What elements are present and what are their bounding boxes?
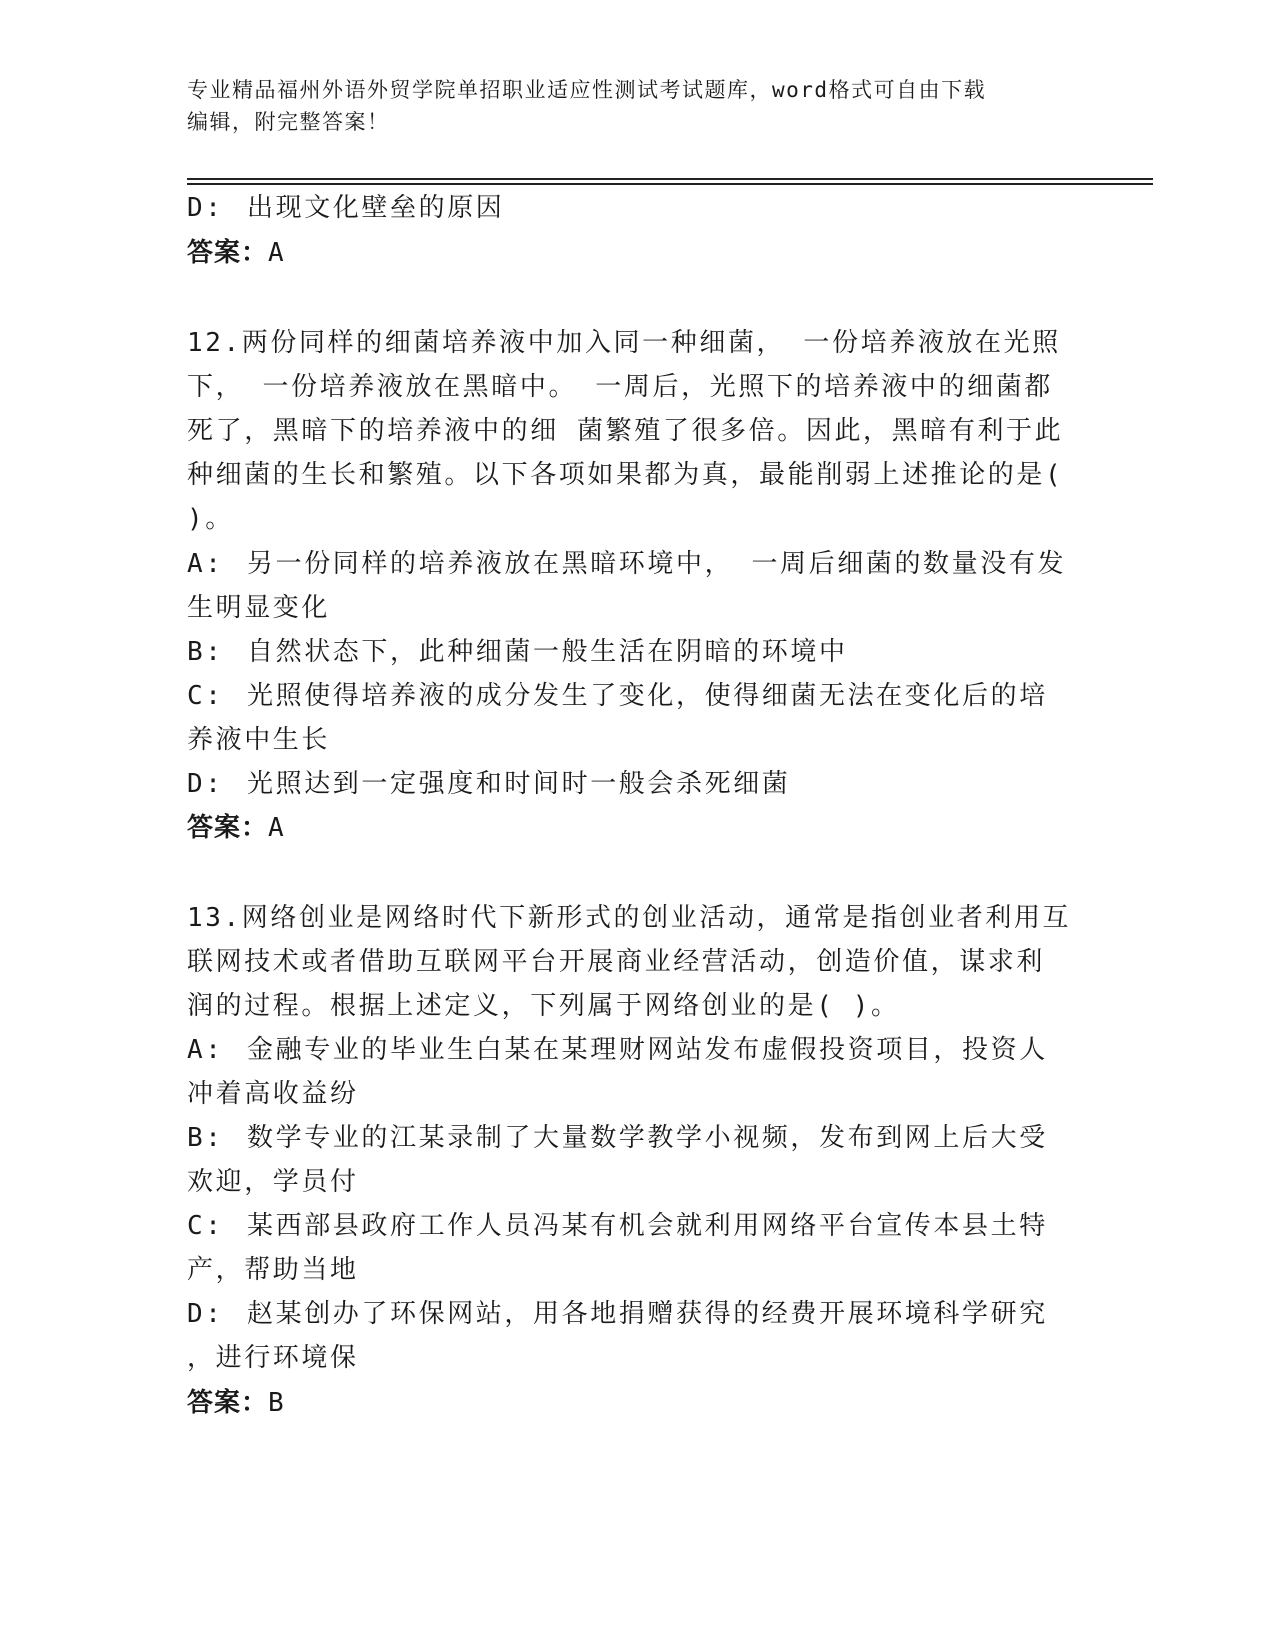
answer-label: 答案： bbox=[187, 238, 269, 268]
answer-value: B bbox=[268, 1388, 287, 1418]
q12-option-b bbox=[187, 632, 848, 672]
q12-stem-line-1: 12.两份同样的细菌培养液中加入同一种细菌， 一份培养液放在光照 bbox=[187, 328, 1061, 358]
q12-option-a-cont: 生明显变化 bbox=[187, 593, 331, 623]
q12-stem-line-4: 种细菌的生长和繁殖。以下各项如果都为真，最能削弱上述推论的是( bbox=[187, 460, 1064, 490]
option-letter: D: bbox=[187, 1299, 224, 1329]
option-letter: D: bbox=[187, 769, 224, 799]
option-text: 自然状态下，此种细菌一般生活在阴暗的环境中 bbox=[247, 637, 848, 667]
prev-option-d bbox=[187, 188, 504, 228]
option-text: 金融专业的毕业生白某在某理财网站发布虚假投资项目，投资人 bbox=[247, 1035, 1048, 1065]
option-letter: C: bbox=[187, 1211, 224, 1241]
q13-option-d-cont: ，进行环境保 bbox=[187, 1343, 359, 1373]
q13-option-b-cont: 欢迎，学员付 bbox=[187, 1167, 359, 1197]
answer-label: 答案： bbox=[187, 1388, 269, 1418]
q12-stem-line-5: )。 bbox=[187, 504, 234, 534]
option-letter: D: bbox=[187, 193, 224, 223]
q13-stem-line-2: 联网技术或者借助互联网平台开展商业经营活动，创造价值，谋求利 bbox=[187, 947, 1046, 977]
q13-option-c-cont: 产，帮助当地 bbox=[187, 1255, 359, 1285]
option-letter: A: bbox=[187, 1035, 224, 1065]
q13-option-a bbox=[187, 1030, 1048, 1070]
q12-stem-line-2: 下， 一份培养液放在黑暗中。 一周后，光照下的培养液中的细菌都 bbox=[187, 372, 1053, 402]
header-line-1: 专业精品福州外语外贸学院单招职业适应性测试考试题库，word格式可自由下载 bbox=[187, 78, 987, 102]
q12-stem-line-3: 死了，黑暗下的培养液中的细 菌繁殖了很多倍。因此，黑暗有利于此 bbox=[187, 416, 1064, 446]
option-letter: B: bbox=[187, 637, 224, 667]
option-text: 光照达到一定强度和时间时一般会杀死细菌 bbox=[247, 769, 791, 799]
prev-answer bbox=[187, 233, 286, 273]
q13-stem-line-1: 13.网络创业是网络时代下新形式的创业活动，通常是指创业者利用互 bbox=[187, 903, 1072, 933]
document-body bbox=[187, 0, 1072, 1650]
q12-option-c bbox=[187, 676, 1048, 716]
option-text: 数学专业的江某录制了大量数学教学小视频，发布到网上后大受 bbox=[247, 1123, 1048, 1153]
option-text: 光照使得培养液的成分发生了变化，使得细菌无法在变化后的培 bbox=[247, 681, 1048, 711]
option-text: 出现文化壁垒的原因 bbox=[247, 193, 505, 223]
option-text: 赵某创办了环保网站，用各地捐赠获得的经费开展环境科学研究 bbox=[247, 1299, 1048, 1329]
q12-option-c-cont: 养液中生长 bbox=[187, 725, 331, 755]
q13-option-c bbox=[187, 1206, 1048, 1246]
option-letter: A: bbox=[187, 549, 224, 579]
q13-option-d bbox=[187, 1294, 1048, 1334]
option-letter: B: bbox=[187, 1123, 224, 1153]
option-text: 另一份同样的培养液放在黑暗环境中， 一周后细菌的数量没有发 bbox=[247, 549, 1067, 579]
answer-label: 答案： bbox=[187, 813, 269, 843]
q13-option-a-cont: 冲着高收益纷 bbox=[187, 1079, 359, 1109]
option-letter: C: bbox=[187, 681, 224, 711]
q12-option-a bbox=[187, 544, 1066, 584]
answer-value: A bbox=[268, 813, 287, 843]
q12-answer bbox=[187, 808, 286, 848]
q12-option-d bbox=[187, 764, 790, 804]
option-text: 某西部县政府工作人员冯某有机会就利用网络平台宣传本县土特 bbox=[247, 1211, 1048, 1241]
q13-stem-line-3: 润的过程。根据上述定义，下列属于网络创业的是( )。 bbox=[187, 991, 900, 1021]
q13-option-b bbox=[187, 1118, 1048, 1158]
answer-value: A bbox=[268, 238, 287, 268]
q13-answer bbox=[187, 1383, 286, 1423]
header-line-2: 编辑，附完整答案！ bbox=[187, 110, 390, 134]
